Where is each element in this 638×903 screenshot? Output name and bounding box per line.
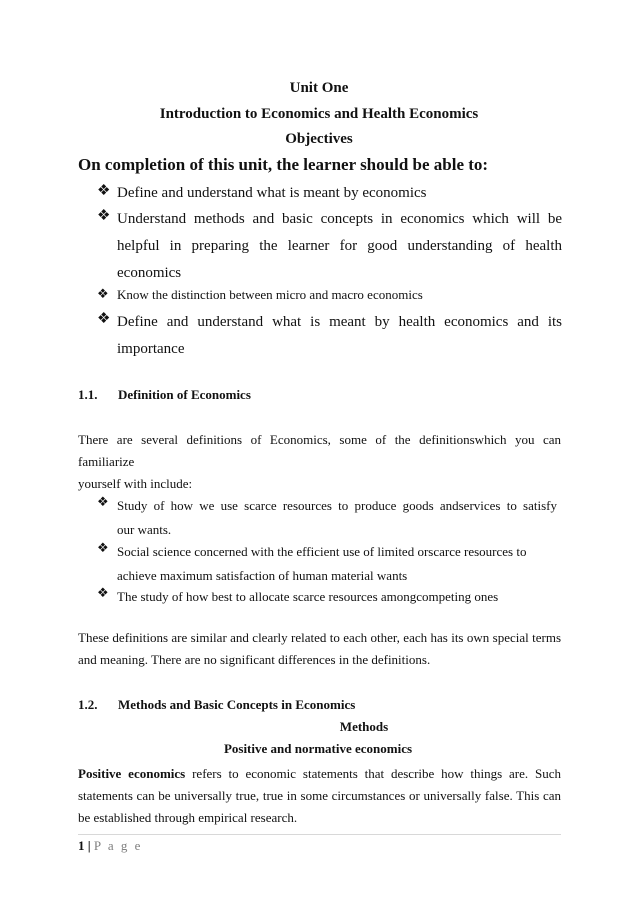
section-title: Definition of Economics [118, 387, 251, 402]
diamond-bullet-icon: ❖ [97, 540, 109, 555]
definition-line: our wants. [117, 522, 172, 537]
diamond-bullet-icon: ❖ [97, 494, 109, 509]
definitions-intro-paragraph: There are several definitions of Economics, some of the definitionswhich you can familiarize yourself with include: [78, 432, 561, 491]
methods-heading: Methods [339, 719, 389, 734]
page-label: P a g e [93, 838, 143, 853]
definition-line: Social science concerned with the efficient use of limited orscarce resources to [117, 544, 527, 559]
section-number: 1.1. [78, 387, 98, 402]
objective-line: Define and understand what is meant by health economics and its [117, 314, 562, 330]
objectives-lead-text: On completion of this unit, the learner should be able to: [78, 155, 489, 174]
objective-line: economics [117, 265, 182, 281]
section-title: Methods and Basic Concepts in Economics [118, 697, 356, 712]
positive-economics-term: Positive economics [78, 766, 186, 781]
objective-line: helpful in preparing the learner for good understanding of health [117, 238, 562, 254]
objective-line: Understand methods and basic concepts in economics which will be [117, 211, 562, 227]
objective-line: Define and understand what is meant by economics [117, 185, 427, 201]
positive-economics-paragraph: Positive economics refers to economic statements that describe how things are. Such statements can be universally true, true in some circumstances or universally false. This can be established through empirical research. [78, 766, 562, 825]
page-separator: | [87, 838, 91, 853]
main-title: Introduction to Economics and Health Economics [159, 106, 479, 122]
page-footer [78, 838, 142, 854]
objective-line: importance [117, 341, 185, 357]
unit-title: Unit One [289, 80, 349, 96]
section-heading-1-1 [78, 387, 251, 403]
diamond-bullet-icon: ❖ [97, 585, 109, 600]
objective-line: Know the distinction between micro and macro economics [117, 287, 423, 302]
section-number: 1.2. [78, 697, 98, 712]
section-heading-1-2 [78, 697, 355, 713]
positive-normative-heading: Positive and normative economics [223, 741, 413, 756]
diamond-bullet-icon: ❖ [97, 208, 111, 224]
definitions-summary-paragraph: These definitions are similar and clearly related to each other, each has its own special terms and meaning. There are no significant differences in the definitions. [78, 630, 561, 667]
diamond-bullet-icon: ❖ [97, 311, 111, 327]
diamond-bullet-icon: ❖ [97, 183, 111, 199]
definition-line: achieve maximum satisfaction of human material wants [117, 568, 408, 583]
definition-line: Study of how we use scarce resources to produce goods andservices to satisfy [117, 498, 557, 513]
objectives-heading: Objectives [285, 131, 353, 147]
definition-line: The study of how best to allocate scarce resources amongcompeting ones [117, 589, 499, 604]
footer-divider [78, 834, 561, 835]
page-number: 1 [78, 838, 85, 853]
diamond-bullet-icon: ❖ [97, 286, 109, 301]
